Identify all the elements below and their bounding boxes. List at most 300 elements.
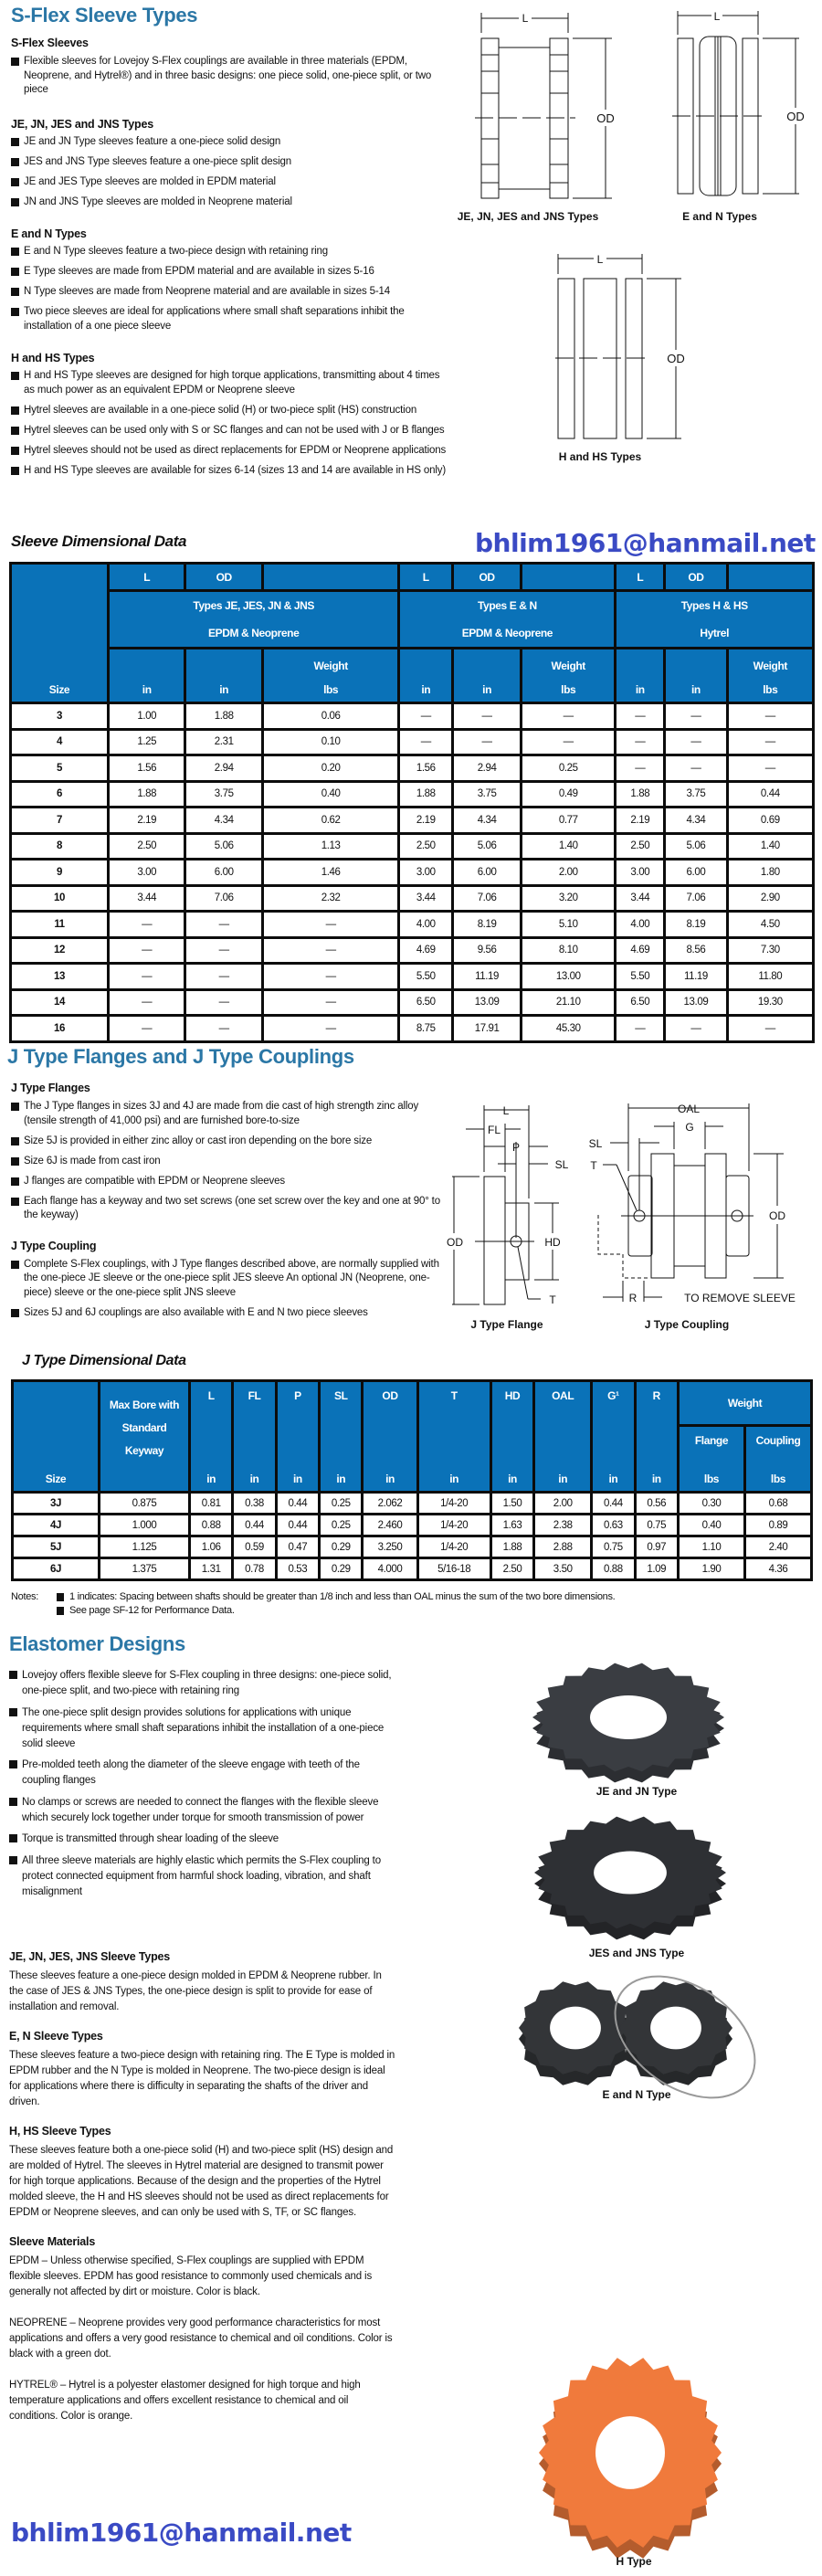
value-cell: 6.00 (454, 860, 520, 884)
remove-sleeve-note: TO REMOVE SLEEVE (684, 1292, 796, 1304)
value-cell: 2.88 (535, 1537, 590, 1557)
table-row (12, 887, 812, 911)
value-cell: 2.50 (110, 835, 184, 859)
dim-p: P (511, 1141, 521, 1154)
table-row (12, 756, 812, 780)
header-label: Coupling (755, 1434, 801, 1447)
size-cell: 6 (12, 783, 107, 807)
value-cell: 19.30 (729, 991, 812, 1015)
value-cell: — (264, 991, 397, 1015)
value-cell: 3.00 (400, 860, 451, 884)
value-cell: 8.19 (454, 913, 520, 936)
dim-sl: SL (554, 1158, 569, 1171)
value-cell: 0.30 (680, 1494, 743, 1513)
size-cell: 3 (12, 704, 107, 728)
section-title-sleeve-types: S-Flex Sleeve Types (11, 4, 198, 26)
table-row (14, 1537, 810, 1557)
j-col-header (234, 1382, 274, 1491)
header-label: Max Bore with Standard Keyway (109, 1399, 180, 1457)
value-cell: 8.75 (400, 1017, 451, 1040)
caption-je-jn: JE and JN Type (595, 1785, 678, 1798)
value-cell: — (264, 913, 397, 936)
material-hytrel: HYTREL® – Hytrel is a polyester elastomer designed for high torque and high temperature applications and offers excellent resistance to chemical and oil conditions. Color is orange. (9, 2380, 361, 2422)
j-col-header (278, 1382, 318, 1491)
value-cell: 0.25 (522, 756, 614, 780)
value-cell: 45.30 (522, 1017, 614, 1040)
dim-r: R (628, 1292, 638, 1304)
dim-l: L (522, 12, 529, 25)
value-cell: 1.00 (110, 704, 184, 728)
size-cell: 4J (14, 1515, 98, 1535)
unit-weight-lbs (264, 649, 397, 702)
header-label: HD (504, 1389, 521, 1402)
value-cell: 1/4-20 (419, 1537, 490, 1557)
note: See page SF-12 for Performance Data. (69, 1605, 235, 1616)
bullet: Pre-molded teeth along the diameter of the sleeve engage with teeth of the coupling flanges (9, 1758, 393, 1789)
bullet: JN and JNS Type sleeves are molded in Neoprene material (11, 195, 449, 210)
unit-label: lbs (323, 683, 339, 696)
value-cell: 0.20 (264, 756, 397, 780)
value-cell: 0.49 (522, 783, 614, 807)
value-cell: 0.44 (278, 1494, 318, 1513)
table-row (14, 1494, 810, 1513)
header-label: R (652, 1389, 660, 1402)
heading-en-sleeve-types: E, N Sleeve Types (9, 2030, 103, 2043)
value-cell: — (110, 991, 184, 1015)
dim-l: L (502, 1104, 510, 1117)
value-cell: 0.78 (234, 1559, 274, 1578)
caption-en: E and N Types (682, 210, 757, 223)
bullet: N Type sleeves are made from Neoprene material and are available in sizes 5-14 (11, 285, 449, 300)
value-cell: 7.06 (666, 887, 725, 911)
value-cell: 0.88 (593, 1559, 633, 1578)
sleeve-photos (511, 1644, 822, 2576)
jes-jns-sleeve-photo (534, 1817, 726, 1940)
value-cell: — (522, 731, 614, 755)
value-cell: 2.19 (110, 808, 184, 832)
value-cell: — (186, 913, 260, 936)
j-flange-diagram (447, 1104, 569, 1306)
value-cell: 3.20 (522, 887, 614, 911)
caption-je: JE, JN, JES and JNS Types (457, 210, 599, 223)
header-label: L (207, 1389, 215, 1402)
value-cell: 3.75 (186, 783, 260, 807)
value-cell: — (400, 731, 451, 755)
value-cell: 9.56 (454, 939, 520, 963)
bullet: Hytrel sleeves should not be used as direct replacements for EPDM or Neoprene applications (11, 444, 449, 459)
unit-label: in (292, 1473, 302, 1485)
value-cell: 0.88 (191, 1515, 231, 1535)
watermark-email: bhlim1961@hanmail.net (475, 528, 816, 558)
col-od: OD (666, 565, 725, 589)
table-row (14, 1559, 810, 1578)
value-cell: 1.80 (729, 860, 812, 884)
col-od: OD (186, 565, 260, 589)
je-sleeve-diagram (475, 11, 615, 198)
value-cell: 3.00 (110, 860, 184, 884)
value-cell: 4.34 (454, 808, 520, 832)
value-cell: 0.44 (593, 1494, 633, 1513)
table-row (12, 835, 812, 859)
header-label: OD (382, 1389, 398, 1402)
value-cell: 6.00 (666, 860, 725, 884)
en-sleeve-diagram (672, 8, 805, 195)
header-label: OAL (552, 1389, 574, 1402)
header-label: G¹ (607, 1389, 619, 1402)
table-row (12, 965, 812, 988)
dim-od: OD (769, 1209, 785, 1222)
value-cell: 6.00 (186, 860, 260, 884)
value-cell: 1/4-20 (419, 1494, 490, 1513)
value-cell: 5.06 (186, 835, 260, 859)
value-cell: — (522, 704, 614, 728)
col-size: Size (12, 565, 107, 702)
value-cell: — (110, 913, 184, 936)
size-cell: 11 (12, 913, 107, 936)
dim-l: L (596, 253, 604, 266)
j-coupling-diagram (589, 1103, 796, 1304)
value-cell: — (110, 965, 184, 988)
bullet: Two piece sleeves are ideal for applications where small shaft separations inhibit the installation of a one piece sleeve (11, 305, 449, 333)
table-row (12, 704, 812, 728)
value-cell: 0.25 (321, 1515, 361, 1535)
value-cell: 0.89 (746, 1515, 810, 1535)
value-cell: 1.40 (522, 835, 614, 859)
j-type-diagrams (438, 1078, 822, 1343)
bullet: JE and JN Type sleeves feature a one-piece solid design (11, 135, 449, 150)
value-cell: — (666, 731, 725, 755)
value-cell: 3.44 (110, 887, 184, 911)
value-cell: 8.56 (666, 939, 725, 963)
table-row (12, 939, 812, 963)
j-col-header (364, 1382, 416, 1491)
value-cell: 1.06 (191, 1537, 231, 1557)
caption-e-n: E and N Type (602, 2088, 671, 2101)
heading-je-types: JE, JN, JES and JNS Types (11, 117, 153, 131)
value-cell: 5/16-18 (419, 1559, 490, 1578)
j-type-text (11, 1082, 454, 1326)
bullet: E Type sleeves are made from EPDM material and are available in sizes 5-16 (11, 265, 449, 280)
bullet: E and N Type sleeves feature a two-piece design with retaining ring (11, 245, 449, 259)
value-cell: 2.460 (364, 1515, 416, 1535)
bullet: Size 5J is provided in either zinc alloy or cast iron depending on the bore size (11, 1135, 454, 1149)
j-col-header (321, 1382, 361, 1491)
j-col-header (593, 1382, 633, 1491)
dim-l: L (713, 10, 721, 23)
value-cell: 2.00 (535, 1494, 590, 1513)
j-dimension-table (11, 1379, 813, 1581)
size-cell: 8 (12, 835, 107, 859)
value-cell: — (186, 965, 260, 988)
value-cell: 2.31 (186, 731, 260, 755)
group-je (110, 592, 397, 647)
value-cell: — (616, 704, 663, 728)
value-cell: 4.69 (616, 939, 663, 963)
value-cell: — (110, 939, 184, 963)
value-cell: 0.56 (637, 1494, 677, 1513)
unit-label: in (449, 1473, 459, 1485)
value-cell: 2.00 (522, 860, 614, 884)
value-cell: 4.50 (729, 913, 812, 936)
value-cell: 3.75 (454, 783, 520, 807)
unit-in: in (400, 649, 451, 702)
value-cell: 1.90 (680, 1559, 743, 1578)
heading-h-sleeve-types: H, HS Sleeve Types (9, 2125, 111, 2138)
header-label: T (450, 1389, 458, 1402)
bullet: The J Type flanges in sizes 3J and 4J are made from die cast of high strength zinc alloy (tensile strength of 41,000 psi) and are furnished bore-to-size (11, 1100, 454, 1128)
value-cell: — (616, 731, 663, 755)
sleeve-diagrams (457, 0, 822, 475)
unit-label: in (651, 1473, 661, 1485)
weight-label: Weight (313, 660, 348, 672)
value-cell: — (264, 1017, 397, 1040)
value-cell: 21.10 (522, 991, 614, 1015)
value-cell: 0.40 (680, 1515, 743, 1535)
dim-oal: OAL (677, 1103, 701, 1115)
table-row (12, 913, 812, 936)
j-col-header (535, 1382, 590, 1491)
value-cell: 5.50 (616, 965, 663, 988)
size-cell: 16 (12, 1017, 107, 1040)
table-row (14, 1515, 810, 1535)
bullet: Torque is transmitted through shear loading of the sleeve (9, 1832, 393, 1847)
bullet: Hytrel sleeves can be used only with S or SC flanges and can not be used with J or B flanges (11, 424, 449, 438)
value-cell: 3.00 (616, 860, 663, 884)
value-cell: 8.10 (522, 939, 614, 963)
value-cell: 1.125 (100, 1537, 188, 1557)
bullet: Complete S-Flex couplings, with J Type flanges described above, are normally supplied with the one-piece JE sleeve or the one-piece split JES sleeve An optional JN (Neoprene, one-piece) sleeve or the one-piece split JNS sleeve (11, 1258, 454, 1301)
value-cell: — (666, 1017, 725, 1040)
bullet: JE and JES Type sleeves are molded in EPDM material (11, 175, 449, 190)
value-cell: 2.50 (492, 1559, 532, 1578)
value-cell: 1.10 (680, 1537, 743, 1557)
value-cell: 3.50 (535, 1559, 590, 1578)
weight-label: Weight (753, 660, 787, 672)
table-row (12, 783, 812, 807)
header-label: FL (248, 1389, 261, 1402)
col-blank (264, 565, 397, 589)
value-cell: 0.25 (321, 1494, 361, 1513)
value-cell: 2.50 (400, 835, 451, 859)
size-cell: 10 (12, 887, 107, 911)
bullet: J flanges are compatible with EPDM or Neoprene sleeves (11, 1175, 454, 1189)
value-cell: 3.75 (666, 783, 725, 807)
dim-g: G (685, 1121, 694, 1134)
value-cell: 1.40 (729, 835, 812, 859)
value-cell: 0.44 (278, 1515, 318, 1535)
value-cell: — (454, 731, 520, 755)
header-label: Flange (694, 1434, 729, 1447)
value-cell: 0.75 (637, 1515, 677, 1535)
value-cell: 1.88 (186, 704, 260, 728)
value-cell: 11.19 (666, 965, 725, 988)
col-blank (522, 565, 614, 589)
value-cell: 17.91 (454, 1017, 520, 1040)
value-cell: 2.90 (729, 887, 812, 911)
value-cell: 1.88 (110, 783, 184, 807)
elastomer-bullets (9, 1668, 393, 1906)
heading-sleeve-materials: Sleeve Materials (9, 2235, 96, 2248)
group-line1: Types E & N (478, 599, 537, 612)
value-cell: 2.32 (264, 887, 397, 911)
je-jn-sleeve-photo (532, 1663, 724, 1783)
value-cell: 4.34 (666, 808, 725, 832)
table-row (12, 1017, 812, 1040)
value-cell: 0.875 (100, 1494, 188, 1513)
elastomer-paragraphs (9, 1950, 397, 2424)
heading-je-sleeve-types: JE, JN, JES, JNS Sleeve Types (9, 1950, 171, 1963)
material-epdm: EPDM – Unless otherwise specified, S-Flex couplings are supplied with EPDM flexible sleeves. EPDM has good resistance to commonly used chemicals and is generally not affected by dirt or moisture. Color is black. (9, 2255, 373, 2297)
section-title-elastomer: Elastomer Designs (9, 1632, 185, 1655)
unit-label: in (558, 1473, 568, 1485)
group-line1: Types JE, JES, JN & JNS (193, 599, 314, 612)
weight-col-header (746, 1427, 810, 1491)
heading-s-flex-sleeves: S-Flex Sleeves (11, 37, 89, 49)
value-cell: 1.50 (492, 1494, 532, 1513)
value-cell: 2.94 (454, 756, 520, 780)
value-cell: 0.47 (278, 1537, 318, 1557)
paragraph: These sleeves feature a one-piece design molded in EPDM & Neoprene rubber. In the case of JES & JNS Types, the one-piece design is split to provide for ease of installation and removal. (9, 1970, 382, 2012)
unit-in: in (616, 649, 663, 702)
heading-h-hs-types: H and HS Types (11, 352, 95, 364)
dim-od: OD (447, 1236, 463, 1249)
bullet: H and HS Type sleeves are designed for high torque applications, transmitting about 4 times as much power as an equivalent EPDM or Neoprene sleeve (11, 369, 449, 397)
unit-weight-lbs (729, 649, 812, 702)
header-label: P (294, 1389, 301, 1402)
bullet: Flexible sleeves for Lovejoy S-Flex couplings are available in three materials (EPDM, Neoprene, and Hytrel®) and in three basic designs: one piece solid, one-piece split, or two piece (11, 55, 449, 98)
unit-in: in (454, 649, 520, 702)
value-cell: 8.19 (666, 913, 725, 936)
sleeve-table-title: Sleeve Dimensional Data (11, 533, 187, 550)
weight-label: Weight (551, 660, 585, 672)
value-cell: 4.000 (364, 1559, 416, 1578)
dim-fl: FL (487, 1124, 501, 1136)
value-cell: 0.53 (278, 1559, 318, 1578)
weight-header: Weight (680, 1382, 810, 1424)
size-cell: 13 (12, 965, 107, 988)
bullet: All three sleeve materials are highly elastic which permits the S-Flex coupling to protect connected equipment from harmful shock loading, vibration, and shaft misalignment (9, 1853, 393, 1900)
heading-j-flanges: J Type Flanges (11, 1082, 90, 1094)
value-cell: 13.09 (666, 991, 725, 1015)
value-cell: — (264, 965, 397, 988)
unit-label: in (249, 1473, 259, 1485)
value-cell: 0.59 (234, 1537, 274, 1557)
heading-j-coupling: J Type Coupling (11, 1239, 97, 1252)
size-cell: 14 (12, 991, 107, 1015)
header-label: Size (45, 1473, 67, 1485)
value-cell: 5.50 (400, 965, 451, 988)
value-cell: 0.40 (264, 783, 397, 807)
col-l: L (616, 565, 663, 589)
value-cell: 0.38 (234, 1494, 274, 1513)
value-cell: 4.00 (400, 913, 451, 936)
value-cell: 0.68 (746, 1494, 810, 1513)
value-cell: 6.50 (616, 991, 663, 1015)
j-col-header (100, 1382, 188, 1491)
material-neoprene: NEOPRENE – Neoprene provides very good performance characteristics for most applications and offers a very good resistance to chemical and oil conditions. Color is black with a green dot. (9, 2317, 393, 2360)
value-cell: 13.00 (522, 965, 614, 988)
value-cell: 1.88 (400, 783, 451, 807)
unit-weight-lbs (522, 649, 614, 702)
value-cell: 0.62 (264, 808, 397, 832)
size-cell: 6J (14, 1559, 98, 1578)
value-cell: 2.19 (616, 808, 663, 832)
unit-label: lbs (703, 1473, 720, 1485)
size-cell: 5 (12, 756, 107, 780)
value-cell: 1.56 (110, 756, 184, 780)
value-cell: 7.30 (729, 939, 812, 963)
value-cell: 1.56 (400, 756, 451, 780)
dim-t: T (590, 1159, 597, 1172)
unit-label: in (206, 1473, 216, 1485)
col-od: OD (454, 565, 520, 589)
value-cell: 0.06 (264, 704, 397, 728)
value-cell: — (186, 1017, 260, 1040)
value-cell: 0.81 (191, 1494, 231, 1513)
bullet: Each flange has a keyway and two set screws (one set screw over the key and one at 90° to the keyway) (11, 1195, 454, 1223)
paragraph: These sleeves feature both a one-piece solid (H) and two-piece split (HS) design and are molded of Hytrel. The sleeves in Hytrel material are designed to transmit power for high torque applications. Because of the design and the properties of the Hytrel molded sleeve, the H and HS sleeves should not be used as direct replacements for EPDM or Neoprene sleeves, and can only be used with S, TF, or SC flanges. (9, 2145, 394, 2218)
sleeve-types-text (11, 37, 449, 484)
value-cell: — (400, 704, 451, 728)
size-cell: 4 (12, 731, 107, 755)
dim-od: OD (786, 110, 805, 123)
value-cell: 1.88 (492, 1537, 532, 1557)
value-cell: 3.250 (364, 1537, 416, 1557)
size-cell: 5J (14, 1537, 98, 1557)
unit-label: lbs (770, 1473, 786, 1485)
unit-label: lbs (561, 683, 576, 696)
j-col-header (419, 1382, 490, 1491)
weight-col-header (680, 1427, 743, 1491)
col-l: L (110, 565, 184, 589)
value-cell: — (186, 939, 260, 963)
value-cell: 0.44 (234, 1515, 274, 1535)
size-cell: 9 (12, 860, 107, 884)
unit-label: in (336, 1473, 346, 1485)
value-cell: 11.80 (729, 965, 812, 988)
value-cell: 4.36 (746, 1559, 810, 1578)
group-line1: Types H & HS (680, 599, 748, 612)
value-cell: 4.00 (616, 913, 663, 936)
heading-e-n-types: E and N Types (11, 227, 87, 240)
value-cell: 0.75 (593, 1537, 633, 1557)
value-cell: 1.375 (100, 1559, 188, 1578)
dim-sl: SL (588, 1137, 603, 1150)
bullet: Hytrel sleeves are available in a one-piece solid (H) or two-piece split (HS) construction (11, 404, 449, 418)
j-table-notes (11, 1591, 615, 1616)
caption-j-flange: J Type Flange (470, 1318, 543, 1331)
caption-j-coupling: J Type Coupling (644, 1318, 730, 1331)
unit-in: in (110, 649, 184, 702)
table-row (12, 860, 812, 884)
value-cell: 0.29 (321, 1559, 361, 1578)
value-cell: 13.09 (454, 991, 520, 1015)
j-col-header (191, 1382, 231, 1491)
value-cell: — (729, 704, 812, 728)
col-blank (729, 565, 812, 589)
value-cell: — (454, 704, 520, 728)
value-cell: 1.25 (110, 731, 184, 755)
caption-jes-jns: JES and JNS Type (588, 1947, 685, 1959)
j-col-header (492, 1382, 532, 1491)
value-cell: 0.10 (264, 731, 397, 755)
value-cell: 3.44 (616, 887, 663, 911)
value-cell: 2.38 (535, 1515, 590, 1535)
value-cell: — (186, 991, 260, 1015)
value-cell: 0.29 (321, 1537, 361, 1557)
table-row (12, 991, 812, 1015)
value-cell: 0.44 (729, 783, 812, 807)
